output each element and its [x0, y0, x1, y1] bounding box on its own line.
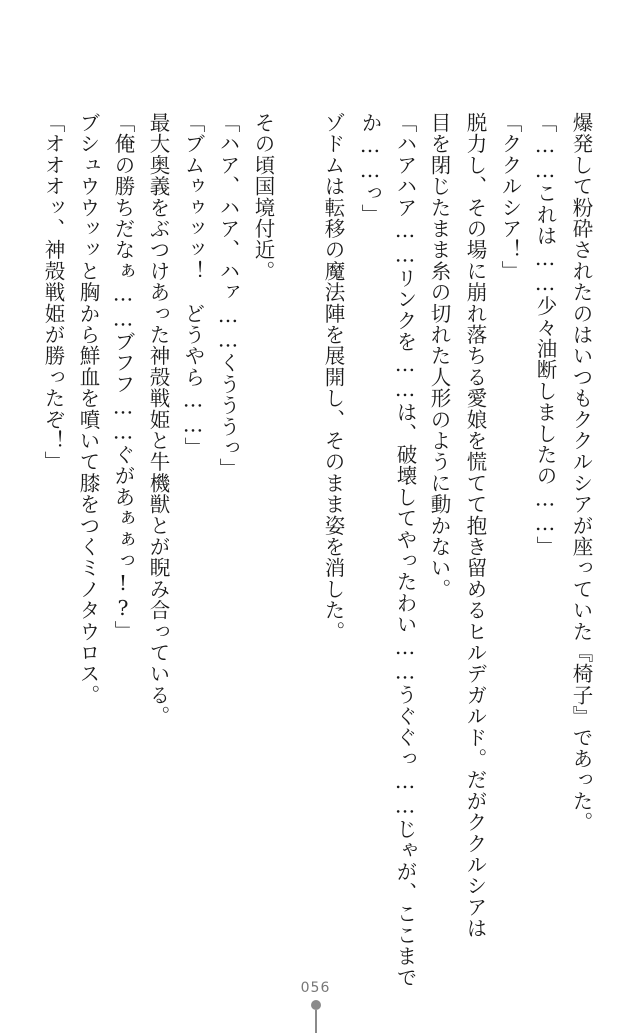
text-column-16: 「オオオッ、神殻戦姫が勝ったぞ！」	[41, 112, 65, 473]
text-column-10: その頃国境付近。	[251, 112, 275, 282]
page-marker-dot	[311, 1000, 321, 1010]
text-column-13: 最大奥義をぶつけあった神殻戦姫と牛機獣とが睨み合っている。	[146, 112, 170, 727]
text-column-5: 目を閉じたまま糸の切れた人形のように動かない。	[427, 112, 451, 600]
text-column-8: ゾドムは転移の魔法陣を展開し、そのまま姿を消した。	[321, 112, 345, 642]
text-column-1: 爆発して粉砕されたのはいつもククルシアが座っていた『椅子』であった。	[569, 112, 593, 833]
text-column-4: 脱力し、その場に崩れ落ちる愛娘を慌てて抱き留めるヒルデガルド。だがククルシアは	[463, 112, 487, 939]
text-column-2: 「……これは……少々油断しましたの……」	[533, 112, 557, 557]
text-column-11: 「ハア、ハア、ハァ……くうううっ」	[216, 112, 240, 480]
text-column-15: ブシュウウッッと胸から鮮血を噴いて膝をつくミノタウロス。	[76, 112, 100, 706]
text-column-7: か……っ」	[358, 112, 382, 225]
text-column-14: 「俺の勝ちだなぁ……ブフフ……ぐがあぁぁっ!?」	[111, 112, 135, 642]
text-column-12: 「ブムゥゥッッ！ どうやら……」	[181, 112, 205, 459]
text-column-3: 「ククルシア！」	[498, 112, 522, 282]
page-number: 056	[300, 980, 331, 996]
text-column-6: 「ハアハア……リンクを……は、破壊してやったわい……うぐぐっ……じゃが、ここまで	[393, 112, 417, 988]
page-marker-line	[315, 1010, 317, 1033]
